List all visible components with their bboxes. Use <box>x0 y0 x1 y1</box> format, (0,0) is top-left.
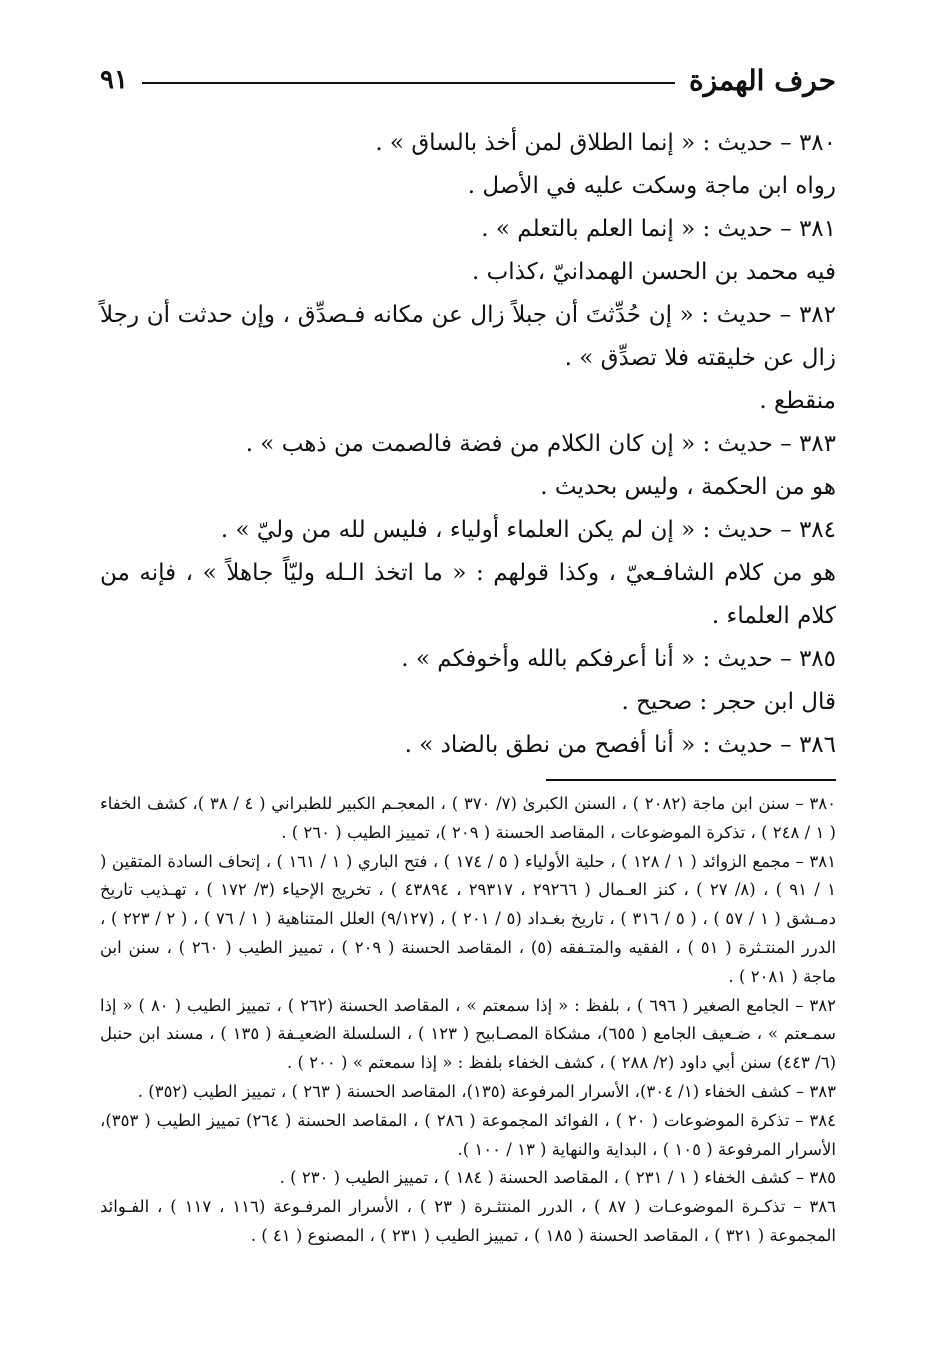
hadith-381-comment: فيه محمد بن الحسن الهمدانيّ ،كذاب . <box>472 259 836 285</box>
footnotes <box>100 790 836 1251</box>
hadith-382-comment: منقطع . <box>759 388 836 414</box>
running-header <box>100 55 836 105</box>
page-number: ٩١ <box>100 65 128 95</box>
footnote-386: ٣٨٦ – تذكـرة الموضوعـات ( ٨٧ ) ، الدرر المنتثـرة ( ٢٣ ) ، الأسرار المرفـوعة (١١٦ ، ١١٧ ) ، الفـوائد المجموعة ( ٣٢١ ) ، المقاصد الحسنة ( ١٨٥ ) ، تمييز الطيب ( ٢٣١ ) ، المصنوع ( ٤١ ) . <box>100 1197 836 1245</box>
main-text <box>100 122 836 767</box>
footnote-383: ٣٨٣ – كشف الخفاء (١/ ٣٠٤)، الأسرار المرفوعة (١٣٥)، المقاصد الحسنة ( ٢٦٣ ) ، تمييز الطيب (٣٥٢) . <box>137 1081 836 1101</box>
footnote-384: ٣٨٤ – تذكرة الموضوعات ( ٢٠ ) ، الفوائد المجموعة ( ٢٨٦ ) ، المقاصد الحسنة ( ٢٦٤) تمييز الطيب ( ٣٥٣)، الأسرار المرفوعة ( ١٠٥ ) ، البداية والنهاية ( ١٣ / ١٠٠ ). <box>100 1110 837 1159</box>
hadith-384-entry: ٣٨٤ – حديث : « إن لم يكن العلماء أولياء ، فليس لله من وليّ » . <box>220 517 836 543</box>
footnote-separator <box>546 779 836 781</box>
hadith-383-entry: ٣٨٣ – حديث : « إن كان الكلام من فضة فالصمت من ذهب » . <box>245 431 836 457</box>
hadith-385-entry: ٣٨٥ – حديث : « أنا أعرفكم بالله وأخوفكم » . <box>401 646 836 672</box>
hadith-380-entry: ٣٨٠ – حديث : « إنما الطلاق لمن أخذ بالساق » . <box>375 130 836 156</box>
footnote-382: ٣٨٢ – الجامع الصغير ( ٦٩٦ ) ، بلفظ : « إذا سمعتم » ، المقاصد الحسنة (٢٦٢ ) ، تمييز الطيب ( ٨٠ ) « إذا سمـعتم » ، ضـعيف الجامع ( ٦٥٥)، مشكاة المصـابيح ( ١٢٣ ) ، السلسلة الضعيـفة ( ١٣٥ ) ، مسند ابن حنبل (٦/ ٤٤٣) سنن أبي داود (٢/ ٢٨٨ ) ، كشف الخفاء بلفظ : « إذا سمعتم » ( ٢٠٠ ) . <box>100 995 836 1073</box>
hadith-384-comment: هو من كلام الشافـعيّ ، وكذا قولهم : « ما اتخذ الـله وليّاً جاهلاً » ، فإنه من كلام العلماء . <box>100 560 836 629</box>
hadith-386-entry: ٣٨٦ – حديث : « أنا أفصح من نطق بالضاد » . <box>404 732 836 758</box>
header-rule <box>142 82 675 84</box>
hadith-382-entry: ٣٨٢ – حديث : « إن حُدِّثتَ أن جبلاً زال عن مكانه فـصدِّق ، وإن حدثت أن رجلاً زال عن خليقته فلا تصدِّق » . <box>100 302 836 371</box>
footnote-385: ٣٨٥ – كشف الخفاء ( ١ / ٢٣١ ) ، المقاصد الحسنة ( ١٨٤ ) ، تمييز الطيب ( ٢٣٠ ) . <box>279 1168 836 1188</box>
hadith-383-comment: هو من الحكمة ، وليس بحديث . <box>540 474 836 500</box>
hadith-381-entry: ٣٨١ – حديث : « إنما العلم بالتعلم » . <box>481 216 836 242</box>
footnote-381: ٣٨١ – مجمع الزوائد ( ١ / ١٢٨ ) ، حلية الأولياء ( ٥ / ١٧٤ ) ، فتح الباري ( ١ / ١٦١ ) ، إتحاف السادة المتقين ( ١ / ٩١ ) ، (٨/ ٢٧ ) ، كنز العـمال ( ٢٩٢٦٦ ، ٢٩٣١٧ ، ٤٣٨٩٤ ) ، تخريج الإحياء (٣/ ١٧٢ ) ، تهـذيب تاريخ دمـشق ( ١ / ٥٧ ) ، ( ٥ / ٣١٦ ) ، تاريخ بغـداد (٥ / ٢٠١ ) ، (٩/١٢٧) العلل المتناهية ( ١ / ٧٦ ) ، ( ٢ / ٢٢٣ ) ، الدرر المنتـثرة ( ٥١ ) ، الفقيه والمتـفقه (٥) ، المقاصد الحسنة ( ٢٠٩ ) ، تمييز الطيب ( ٢٦٠ ) ، سنن ابن ماجة ( ٢٠٨١ ) . <box>100 851 837 986</box>
hadith-385-comment: قال ابن حجر : صحيح . <box>621 689 836 715</box>
hadith-380-comment: رواه ابن ماجة وسكت عليه في الأصل . <box>467 173 836 199</box>
footnote-380: ٣٨٠ – سنن ابن ماجة (٢٠٨٢ ) ، السنن الكبرىٰ (٧/ ٣٧٠ ) ، المعجـم الكبير للطبراني ( ٤ / ٣٨ )، كشف الخفاء ( ١ / ٢٤٨ ) ، تذكرة الموضوعات ، المقاصد الحسنة ( ٢٠٩ )، تمييز الطيب ( ٢٦٠ ) . <box>100 794 836 842</box>
chapter-title: حرف الهمزة <box>688 63 836 97</box>
